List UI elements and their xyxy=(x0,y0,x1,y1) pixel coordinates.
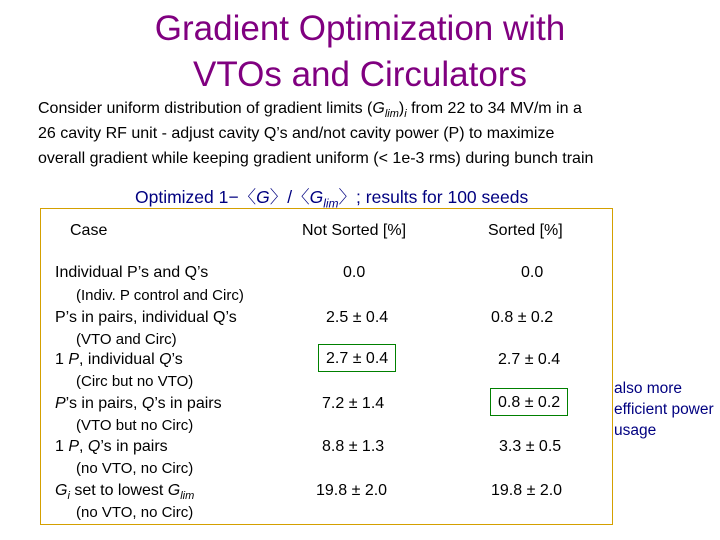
slide-title-line1: Gradient Optimization with xyxy=(154,9,566,48)
row3-case: 1 P, individual Q’s xyxy=(55,351,183,368)
row3-detail: (Circ but no VTO) xyxy=(76,373,194,390)
row5-not-sorted: 8.8 ± 1.3 xyxy=(322,438,385,455)
row1-detail: (Indiv. P control and Circ) xyxy=(76,287,244,304)
row5-sorted: 3.3 ± 0.5 xyxy=(499,438,562,455)
row4-detail: (VTO but no Circ) xyxy=(76,417,194,434)
row1-not-sorted: 0.0 xyxy=(343,264,366,281)
row2-sorted: 0.8 ± 0.2 xyxy=(491,309,554,326)
row2-not-sorted: 2.5 ± 0.4 xyxy=(326,309,389,326)
row6-case: $G_i$ set to lowest $G_{lim}$ xyxy=(55,482,195,503)
row4-not-sorted: 7.2 ± 1.4 xyxy=(322,395,385,412)
row4-sorted: 0.8 ± 0.2 xyxy=(490,388,568,416)
header-sorted: Sorted [%] xyxy=(488,222,563,239)
header-not-sorted: Not Sorted [%] xyxy=(302,222,407,239)
table-subtitle: Optimized 1−〈G〉/〈$G_{lim}$〉; results for 100 seeds xyxy=(135,187,529,211)
row5-case: 1 P, Q’s in pairs xyxy=(55,438,168,455)
row6-detail: (no VTO, no Circ) xyxy=(76,504,194,521)
row2-detail: (VTO and Circ) xyxy=(76,331,177,348)
intro-line3: overall gradient while keeping gradient uniform (< 1e-3 rms) during bunch train xyxy=(38,150,594,167)
row1-case: Individual P’s and Q’s xyxy=(55,264,209,281)
intro-line1: Consider uniform distribution of gradient limits $(G_{lim})_i$ from 22 to 34 MV/m in a xyxy=(38,100,582,121)
row3-not-sorted: 2.7 ± 0.4 xyxy=(318,344,396,372)
row6-sorted: 19.8 ± 2.0 xyxy=(491,482,563,499)
row2-case: P’s in pairs, individual Q’s xyxy=(55,309,237,326)
row3-sorted: 2.7 ± 0.4 xyxy=(498,351,561,368)
row6-not-sorted: 19.8 ± 2.0 xyxy=(316,482,388,499)
intro-line2: 26 cavity RF unit - adjust cavity Q’s and/not cavity power (P) to maximize xyxy=(38,125,555,142)
slide-title-line2: VTOs and Circulators xyxy=(193,55,527,94)
side-note: also more efficient power usage xyxy=(614,380,714,439)
row1-sorted: 0.0 xyxy=(521,264,544,281)
header-case: Case xyxy=(70,222,108,239)
row4-case: P’s in pairs, Q’s in pairs xyxy=(55,395,222,412)
row5-detail: (no VTO, no Circ) xyxy=(76,460,194,477)
